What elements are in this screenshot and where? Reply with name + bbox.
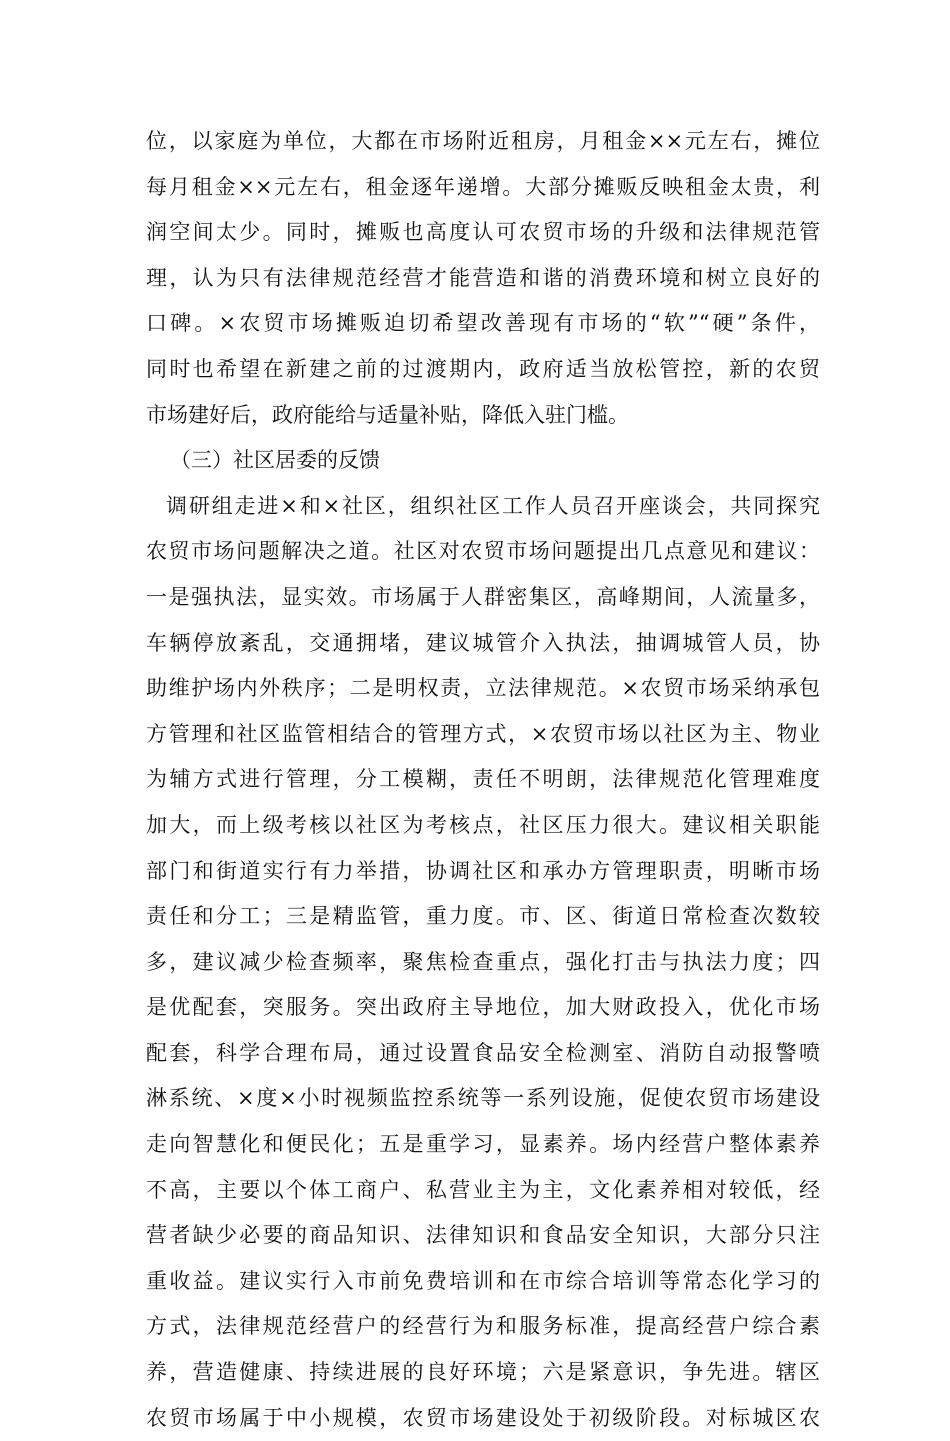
document-body — [146, 119, 820, 1441]
text-line: 多，建议减少检查频率，聚焦检查重点，强化打击与执法力度；四 — [146, 949, 820, 974]
text-line: 调研组走进×和×社区，组织社区工作人员召开座谈会，共同探究 — [166, 493, 820, 518]
section-heading: （三）社区居委的反馈 — [170, 448, 380, 473]
text-line: 方管理和社区监管相结合的管理方式，×农贸市场以社区为主、物业 — [146, 721, 820, 746]
text-line: 同时也希望在新建之前的过渡期内，政府适当放松管控，新的农贸 — [146, 356, 820, 381]
text-line: 养，营造健康、持续进展的良好环境；六是紧意识，争先进。辖区 — [146, 1360, 820, 1385]
text-line: 车辆停放紊乱，交通拥堵，建议城管介入执法，抽调城管人员，协 — [146, 630, 820, 655]
text-line: 助维护场内外秩序；二是明权责，立法律规范。×农贸市场采纳承包 — [146, 676, 820, 701]
text-line: 加大，而上级考核以社区为考核点，社区压力很大。建议相关职能 — [146, 812, 820, 837]
text-line: 市场建好后，政府能给与适量补贴，降低入驻门槛。 — [146, 402, 629, 427]
text-line: 润空间太少。同时，摊贩也高度认可农贸市场的升级和法律规范管 — [146, 220, 820, 245]
text-line: 为辅方式进行管理，分工模糊，责任不明朗，法律规范化管理难度 — [146, 767, 820, 792]
paragraph-stall-vendors — [146, 119, 820, 438]
paragraph-community-feedback — [146, 484, 820, 1441]
text-line: 是优配套，突服务。突出政府主导地位，加大财政投入，优化市场 — [146, 995, 820, 1020]
text-line: 配套，科学合理布局，通过设置食品安全检测室、消防自动报警喷 — [146, 1040, 820, 1065]
text-line: 不高，主要以个体工商户、私营业主为主，文化素养相对较低，经 — [146, 1177, 820, 1202]
text-line: 部门和街道实行有力举措，协调社区和承办方管理职责，明晰市场 — [146, 858, 820, 883]
text-line: 口碑。×农贸市场摊贩迫切希望改善现有市场的“软”“硬”条件， — [146, 311, 820, 336]
text-line: 位，以家庭为单位，大都在市场附近租房，月租金××元左右，摊位 — [146, 129, 820, 153]
text-line: 营者缺少必要的商品知识、法律知识和食品安全知识，大部分只注 — [146, 1223, 820, 1248]
text-line: 理，认为只有法律规范经营才能营造和谐的消费环境和树立良好的 — [146, 265, 820, 290]
text-line: 农贸市场属于中小规模，农贸市场建设处于初级阶段。对标城区农 — [146, 1405, 820, 1430]
text-line: 农贸市场问题解决之道。社区对农贸市场问题提出几点意见和建议： — [146, 539, 820, 564]
text-line: 责任和分工；三是精监管，重力度。市、区、街道日常检查次数较 — [146, 904, 820, 929]
text-line: 淋系统、×度×小时视频监控系统等一系列设施，促使农贸市场建设 — [146, 1086, 820, 1111]
text-line: 一是强执法，显实效。市场属于人群密集区，高峰期间，人流量多， — [146, 584, 820, 609]
text-line: 方式，法律规范经营户的经营行为和服务标准，提高经营户综合素 — [146, 1314, 820, 1339]
text-line: 重收益。建议实行入市前免费培训和在市综合培训等常态化学习的 — [146, 1268, 820, 1293]
text-line: 每月租金××元左右，租金逐年递增。大部分摊贩反映租金太贵，利 — [146, 174, 820, 199]
text-line: 走向智慧化和便民化；五是重学习，显素养。场内经营户整体素养 — [146, 1132, 820, 1157]
